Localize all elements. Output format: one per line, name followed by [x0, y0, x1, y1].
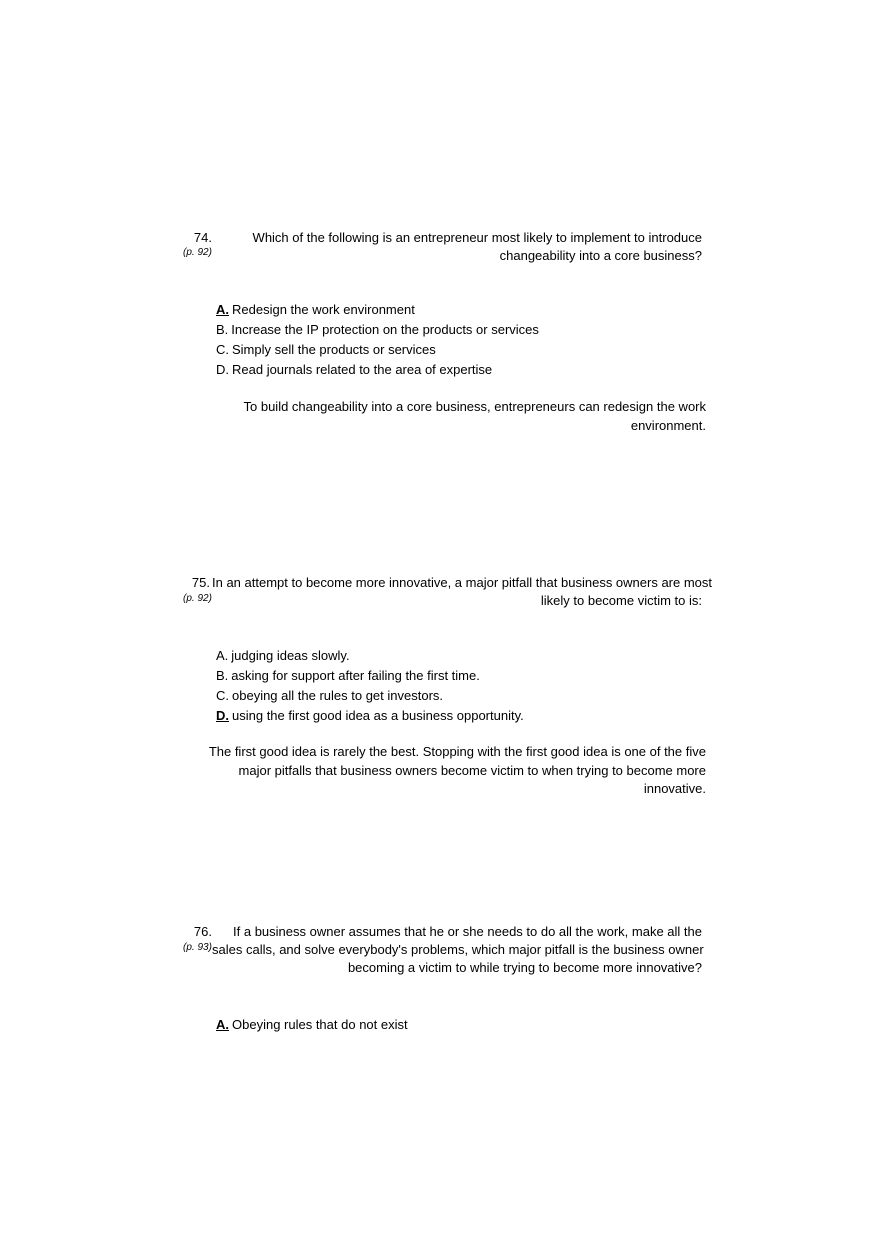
option-letter: C. — [216, 342, 229, 357]
page-reference: (p. 93) — [183, 942, 212, 953]
answer-option-c — [216, 340, 676, 360]
answer-option-b — [216, 320, 676, 340]
answer-explanation — [206, 398, 706, 435]
option-letter: A. — [216, 1017, 229, 1032]
answer-option-a — [216, 1015, 676, 1035]
option-letter: A. — [216, 302, 229, 317]
question-text — [212, 923, 702, 977]
question-number: 74. — [193, 230, 212, 245]
answer-options — [216, 646, 676, 726]
option-text: using the first good idea as a business opportunity. — [232, 708, 524, 723]
question-text-line: Which of the following is an entrepreneur most likely to implement to introduce — [252, 230, 702, 245]
page-reference: (p. 92) — [183, 247, 212, 258]
answer-option-d — [216, 706, 676, 726]
explanation-line: The first good idea is rarely the best. Stopping with the first good idea is one of the five — [208, 744, 706, 759]
option-letter: D. — [216, 708, 229, 723]
answer-option-c — [216, 686, 676, 706]
option-text: Obeying rules that do not exist — [232, 1017, 408, 1032]
option-text: asking for support after failing the first time. — [231, 668, 480, 683]
explanation-line: environment. — [630, 417, 706, 433]
question-number: 75. — [191, 575, 210, 590]
question-text-line: changeability into a core business? — [499, 248, 702, 263]
option-text: Redesign the work environment — [232, 302, 415, 317]
answer-options — [216, 1015, 676, 1035]
question-text — [212, 574, 713, 610]
answer-options — [216, 300, 676, 380]
question-text-line: In an attempt to become more innovative, a major pitfall that business owners are most — [212, 575, 713, 590]
question-text-line: likely to become victim to is: — [540, 593, 702, 608]
question-number: 76. — [193, 924, 212, 939]
question-text — [212, 229, 702, 265]
option-text: Read journals related to the area of expertise — [232, 362, 493, 377]
answer-explanation — [206, 743, 706, 799]
option-text: Increase the IP protection on the products or services — [231, 322, 539, 337]
explanation-line: To build changeability into a core business, entrepreneurs can redesign the work — [243, 399, 706, 414]
option-letter: D. — [216, 362, 229, 377]
option-text: obeying all the rules to get investors. — [232, 688, 444, 703]
explanation-line: innovative. — [643, 781, 706, 796]
answer-option-a — [216, 646, 676, 666]
answer-option-b — [216, 666, 676, 686]
option-letter: A. — [216, 648, 229, 663]
option-letter: B. — [216, 668, 229, 683]
option-text: judging ideas slowly. — [231, 648, 350, 663]
option-letter: C. — [216, 688, 229, 703]
page-reference: (p. 92) — [183, 593, 212, 604]
explanation-line: major pitfalls that business owners become victim to when trying to become more — [238, 762, 706, 778]
question-text-line: becoming a victim to while trying to become more innovative? — [347, 960, 702, 975]
option-letter: B. — [216, 322, 229, 337]
question-text-line: sales calls, and solve everybody's problems, which major pitfall is the business owner — [212, 942, 704, 957]
answer-option-a — [216, 300, 676, 320]
answer-option-d — [216, 360, 676, 380]
question-text-line: If a business owner assumes that he or she needs to do all the work, make all the — [233, 924, 702, 939]
option-text: Simply sell the products or services — [232, 342, 436, 357]
